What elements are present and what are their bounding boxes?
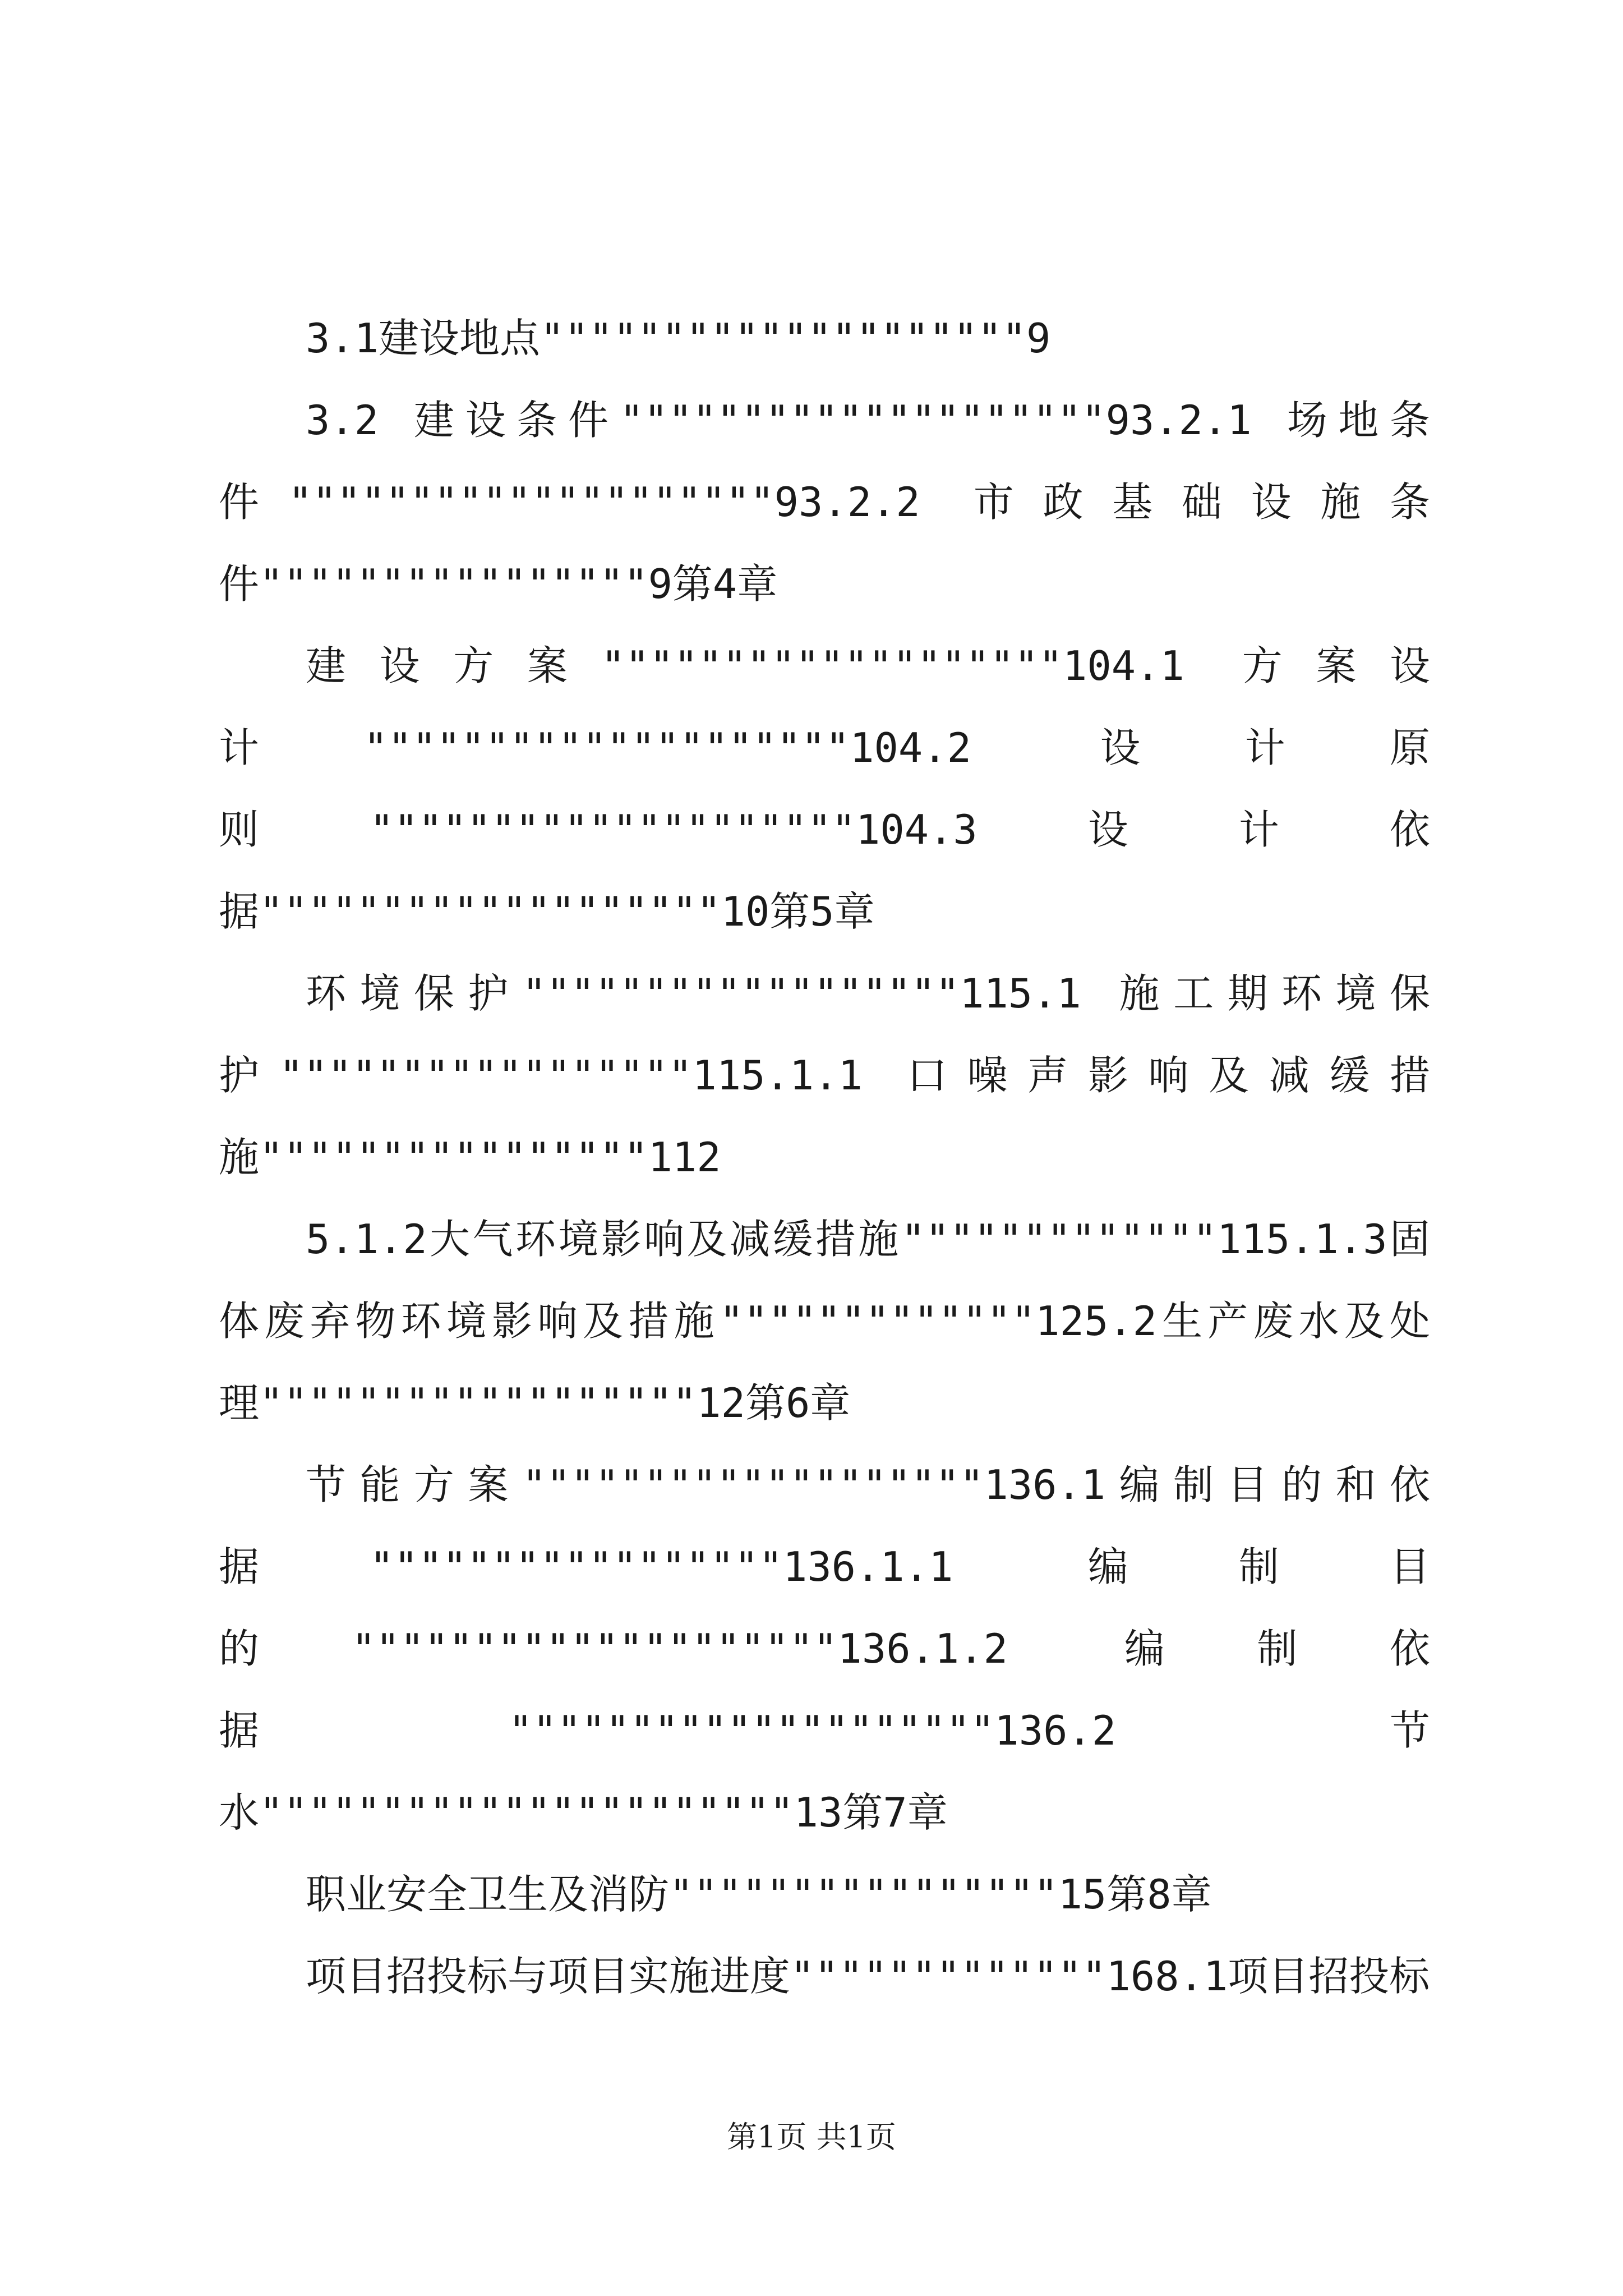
toc-paragraph: 环境保护""""""""""""""""""115.1 施工期环境保护"""""""""""""""""115.1.1 口噪声影响及减缓措施""""""""""""""""112 (219, 970, 1430, 1181)
toc-paragraph: 节能方案"""""""""""""""""""136.1编制目的和依据"""""""""""""""""136.1.1 编制目的""""""""""""""""""""136.1.2 编制依据""""""""""""""""""""136.2 节水""""""""""""""""""""""13第7章 (219, 1461, 1430, 1836)
toc-paragraph: 3.2 建设条件""""""""""""""""""""93.2.1 场地条件""""""""""""""""""""93.2.2 市政基础设施条件""""""""""""""""9第4章 (219, 397, 1430, 608)
toc-paragraph: 5.1.2大气环境影响及减缓措施"""""""""""""115.1.3固体废弃物环境影响及措施"""""""""""""125.2生产废水及处理""""""""""""""""""12第6章 (219, 1216, 1430, 1427)
toc-paragraph: 项目招投标与项目实施进度"""""""""""""168.1项目招投标 (306, 1953, 1430, 2000)
toc-paragraph: 3.1建设地点""""""""""""""""""""9 (306, 315, 1051, 362)
toc-paragraph: 建设方案"""""""""""""""""""104.1 方案设计""""""""""""""""""""104.2 设计原则""""""""""""""""""""104.3设计依据"""""""""""""""""""10第5章 (219, 642, 1430, 935)
toc-body (219, 297, 1430, 2017)
page-footer: 第1页 共1页 (727, 2119, 896, 2155)
toc-paragraph: 职业安全卫生及消防""""""""""""""""15第8章 (306, 1871, 1212, 1918)
